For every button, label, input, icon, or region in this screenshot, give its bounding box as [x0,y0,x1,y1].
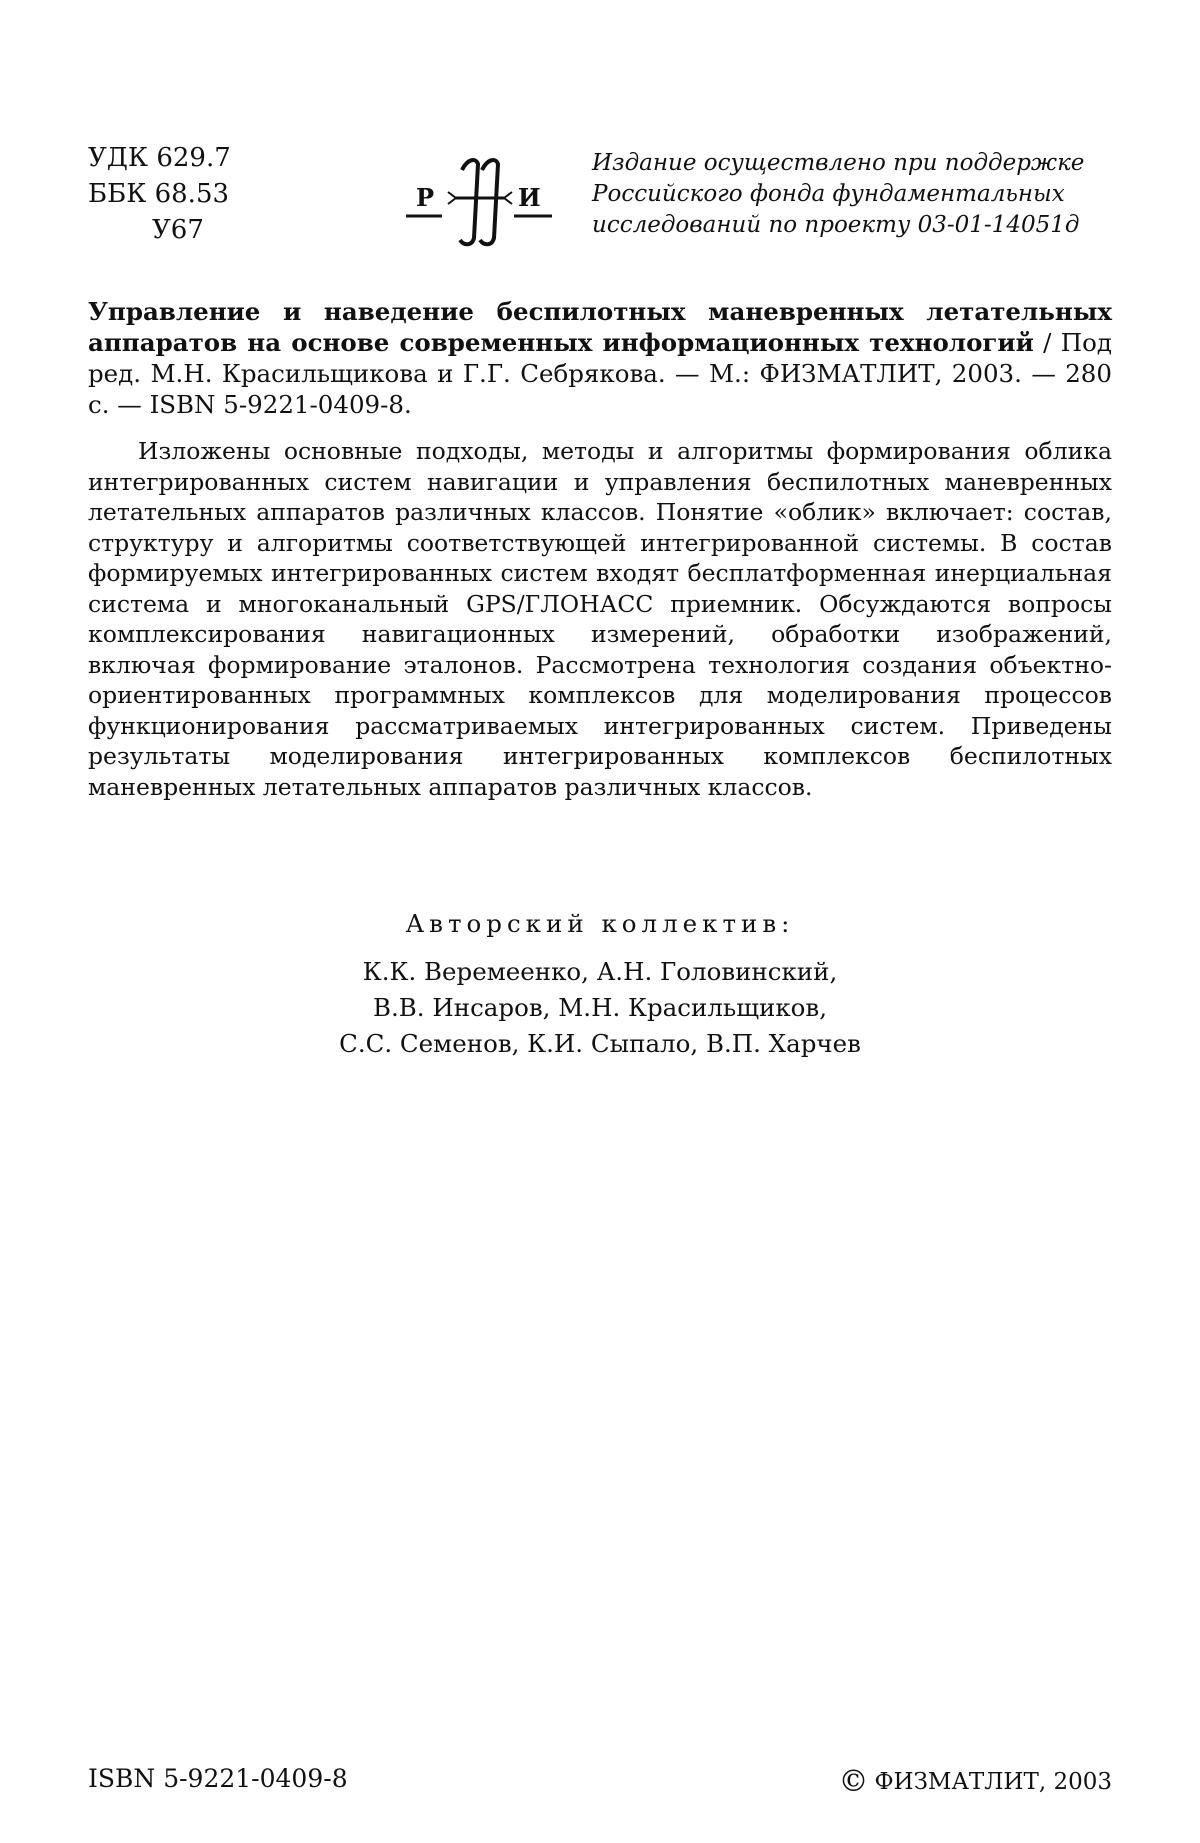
authors-section [88,906,1112,1062]
authors-heading: Авторский коллектив: [405,909,795,938]
classification-codes [88,140,231,248]
bibliographic-record [88,296,1112,420]
authors-line-2: В.В. Инсаров, М.Н. Красильщиков, [373,993,827,1022]
authors-line-1: К.К. Веремеенко, А.Н. Головинский, [362,957,838,986]
abstract-paragraph: Изложены основные подходы, методы и алгоритмы формирования облика интегрированных систем навигации и управления беспилотных маневренных летательных аппаратов различных классов. Понятие «облик» включает: состав, структуру и алгоритмы соответствующей интегрированной системы. В состав формируемых интегрированных систем входят бесплатформенная инерциальная система и многоканальный GPS/ГЛОНАСС приемник. Обсуждаются вопросы комплексирования навигационных измерений, обработки изображений, включая формирование эталонов. Рассмотрена технология создания объектно-ориентированных программных комплексов для моделирования процессов функционирования рассматриваемых интегрированных систем. Приведены результаты моделирования интегрированных комплексов беспилотных маневренных летательных аппаратов различных классов. [88,437,1112,801]
rffi-logo-icon [398,148,558,248]
funding-line-2: Российского фонда фундаментальных [592,181,1065,207]
udk-code: УДК 629.7 [88,143,231,173]
funding-note [592,148,1112,241]
footer-copyright [838,1764,1112,1799]
funding-line-1: Издание осуществлено при поддержке [592,150,1085,176]
logo-letter-left: Р [416,183,435,212]
bbk-code: ББК 68.53 [88,179,230,209]
copyright-icon: © [838,1764,869,1799]
book-title: Управление и наведение беспилотных маневренных летательных аппаратов на основе современных информационных технологий [88,297,1112,357]
footer-isbn: ISBN 5-9221-0409-8 [88,1764,348,1793]
copyright-text: ФИЗМАТЛИТ, 2003 [874,1769,1112,1795]
publication-details: / Под ред. М.Н. Красильщикова и Г.Г. Себрякова. — М.: ФИЗМАТЛИТ, 2003. — 280 с. — ISBN 5-9221-0409-8. [88,328,1112,419]
author-sign: У67 [152,215,204,245]
funding-line-3: исследований по проекту 03-01-14051д [592,212,1080,238]
logo-letter-right: И [518,183,541,212]
authors-line-3: С.С. Семенов, К.И. Сыпало, В.П. Харчев [339,1029,861,1058]
